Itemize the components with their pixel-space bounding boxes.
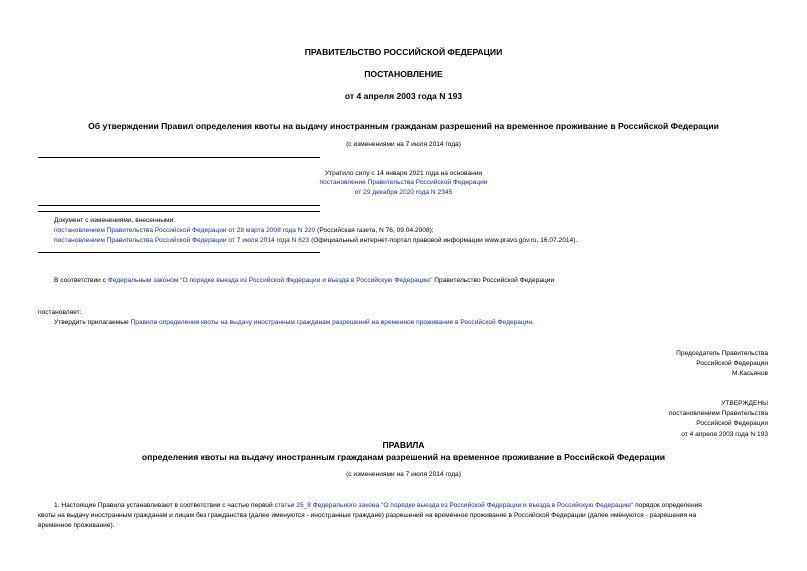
rules-title: ПРАВИЛА: [382, 440, 425, 450]
approved-date: от 4 апреля 2003 года N 193: [681, 431, 768, 438]
preamble-suffix: Правительство Российской Федерации: [432, 277, 555, 284]
lost-force-link[interactable]: постановления Правительства Российской Федерации: [319, 179, 488, 186]
org-name: ПРАВИТЕЛЬСТВО РОССИЙСКОЙ ФЕДЕРАЦИИ: [304, 47, 503, 57]
p1-suffix: порядок определения: [633, 502, 702, 509]
lost-force-link-date[interactable]: от 29 декабря 2020 года N 2345: [354, 189, 453, 196]
lost-force-text: Утратило силу с 14 января 2021 года на основании: [324, 170, 483, 177]
signature-org: Российской Федерации: [696, 360, 768, 367]
doc-date-number: от 4 апреля 2003 года N 193: [344, 91, 463, 101]
changes-intro: Документ с изменениями, внесенными:: [54, 217, 176, 224]
rules-paragraph-1-line3: временное проживание).: [38, 522, 115, 529]
approve-prefix: Утвердить прилагаемые: [54, 319, 131, 326]
divider: [38, 157, 320, 158]
rules-amendment-note: (с изменениями на 7 июля 2014 года): [346, 471, 461, 478]
doc-title: Об утверждении Правил определения квоты на выдачу иностранным гражданам разрешений на временное проживание в Российской Федерации: [88, 121, 719, 131]
p1-prefix: 1. Настоящие Правила устанавливают в соответствии с частью первой: [54, 502, 275, 509]
changes-item: [54, 237, 577, 246]
divider: [38, 205, 320, 206]
preamble: [54, 277, 554, 286]
divider: [38, 211, 320, 212]
changes-item: [54, 227, 434, 236]
signature-name: М.Касьянов: [732, 370, 768, 377]
change-link-2014[interactable]: постановлением Правительства Российской Федерации от 7 июля 2014 года N 623: [54, 237, 310, 244]
change-link-2008[interactable]: постановлением Правительства Российской Федерации от 28 марта 2008 года N 220: [54, 227, 316, 234]
rules-link[interactable]: Правила определения квоты на выдачу иностранным гражданам разрешений на временное проживание в Российской Федерации: [130, 319, 533, 326]
preamble-prefix: В соответствии с: [54, 277, 108, 284]
rules-paragraph-1-line2: квоты на выдачу иностранным гражданам и лицам без гражданства (далее именуются - иностранные граждане) разрешений на временное проживание в Российской Федерации (далее именуются - разрешения на: [38, 512, 697, 519]
signature-title: Председатель Правительства: [676, 350, 768, 357]
approved-label: УТВЕРЖДЕНЫ: [721, 400, 768, 407]
rules-subtitle: определения квоты на выдачу иностранным гражданам разрешений на временное проживание в Российской Федерации: [141, 452, 666, 462]
approve-paragraph: [54, 319, 534, 328]
amendment-note: (с изменениями на 7 июля 2014 года): [346, 141, 461, 148]
resolves-text: постановляет:: [38, 309, 82, 316]
change-source-2008: (Российская газета, N 76, 09.04.2008);: [315, 227, 434, 234]
article-link[interactable]: статьи 25_8 Федерального закона "О порядке выезда из Российской Федерации и въезда в Российскую Федерацию": [274, 502, 634, 509]
divider: [38, 252, 320, 253]
rules-paragraph-1: [54, 502, 702, 511]
change-source-2014: (Официальный интернет-портал правовой информации www.pravo.gov.ru, 16.07.2014).: [309, 237, 578, 244]
approved-by: постановлением Правительства: [668, 410, 768, 417]
doc-type: ПОСТАНОВЛЕНИЕ: [364, 69, 443, 79]
federal-law-link[interactable]: Федеральным законом "О порядке выезда из Российской Федерации и въезда в Российскую Федерацию": [107, 277, 433, 284]
approved-org: Российской Федерации: [696, 420, 768, 427]
approve-suffix: .: [532, 319, 534, 326]
